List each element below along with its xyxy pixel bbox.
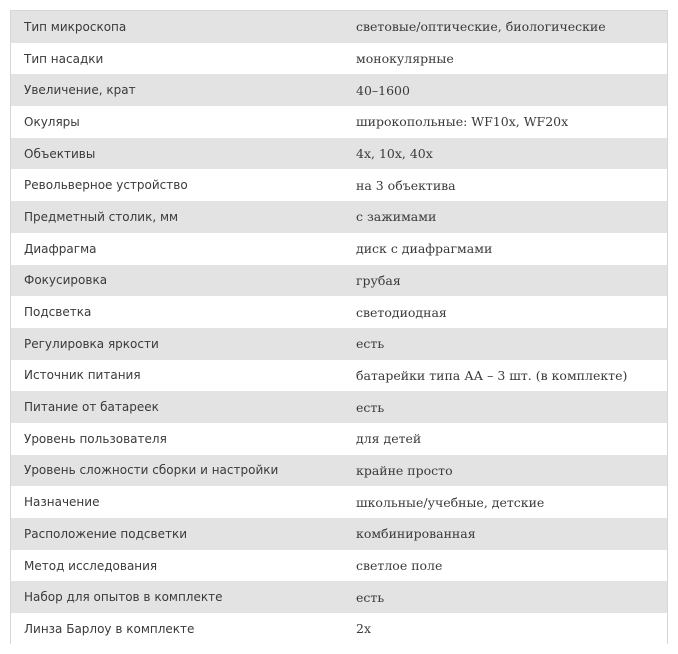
spec-label: Объективы [24,146,96,161]
spec-value: школьные/учебные, детские [356,494,545,510]
spec-label: Линза Барлоу в комплекте [24,621,195,636]
spec-label: Набор для опытов в комплекте [24,590,223,605]
table-row [11,11,667,43]
spec-label: Револьверное устройство [24,178,188,193]
table-row [11,138,667,170]
spec-value: грубая [356,272,401,288]
table-row [11,296,667,328]
spec-value: 40–1600 [356,82,410,98]
spec-label: Фокусировка [24,273,108,288]
spec-value: батарейки типа АА – 3 шт. (в комплекте) [356,367,628,383]
spec-label: Источник питания [24,368,141,383]
table-row [11,43,667,75]
spec-value: светодиодная [356,304,447,320]
spec-label: Тип насадки [24,51,104,66]
spec-value: 4x, 10x, 40x [356,146,433,162]
spec-label: Уровень пользователя [24,431,167,446]
spec-value: есть [356,336,385,352]
table-row [11,423,667,455]
spec-label: Уровень сложности сборки и настройки [24,463,279,478]
table-row [11,613,667,645]
spec-value: 2x [356,621,372,637]
spec-label: Увеличение, крат [24,83,136,98]
specs-table [11,11,667,645]
spec-value: световые/оптические, биологические [356,19,606,35]
spec-value: монокулярные [356,51,454,67]
table-row [11,581,667,613]
spec-value: комбинированная [356,526,476,542]
table-row [11,328,667,360]
spec-label: Назначение [24,495,100,510]
table-row [11,550,667,582]
spec-value: есть [356,399,385,415]
spec-value: крайне просто [356,462,453,478]
spec-label: Тип микроскопа [24,19,127,34]
table-row [11,201,667,233]
spec-value: есть [356,589,385,605]
table-row [11,265,667,297]
spec-value: широкопольные: WF10x, WF20x [356,114,569,130]
spec-label: Питание от батареек [24,400,159,415]
table-row [11,518,667,550]
table-row [11,169,667,201]
spec-label: Предметный столик, мм [24,209,179,224]
spec-label: Метод исследования [24,558,158,573]
spec-value: диск с диафрагмами [356,241,493,257]
specs-table-container [10,10,668,644]
spec-label: Подсветка [24,305,92,320]
spec-value: с зажимами [356,209,437,225]
table-row [11,391,667,423]
table-row [11,106,667,138]
table-row [11,233,667,265]
spec-label: Окуляры [24,114,80,129]
spec-label: Расположение подсветки [24,526,187,541]
spec-label: Диафрагма [24,241,97,256]
table-row [11,486,667,518]
spec-value: светлое поле [356,558,443,574]
spec-value: для детей [356,431,422,447]
table-row [11,360,667,392]
table-row [11,74,667,106]
spec-value: на 3 объектива [356,177,456,193]
spec-label: Регулировка яркости [24,336,159,351]
table-row [11,455,667,487]
